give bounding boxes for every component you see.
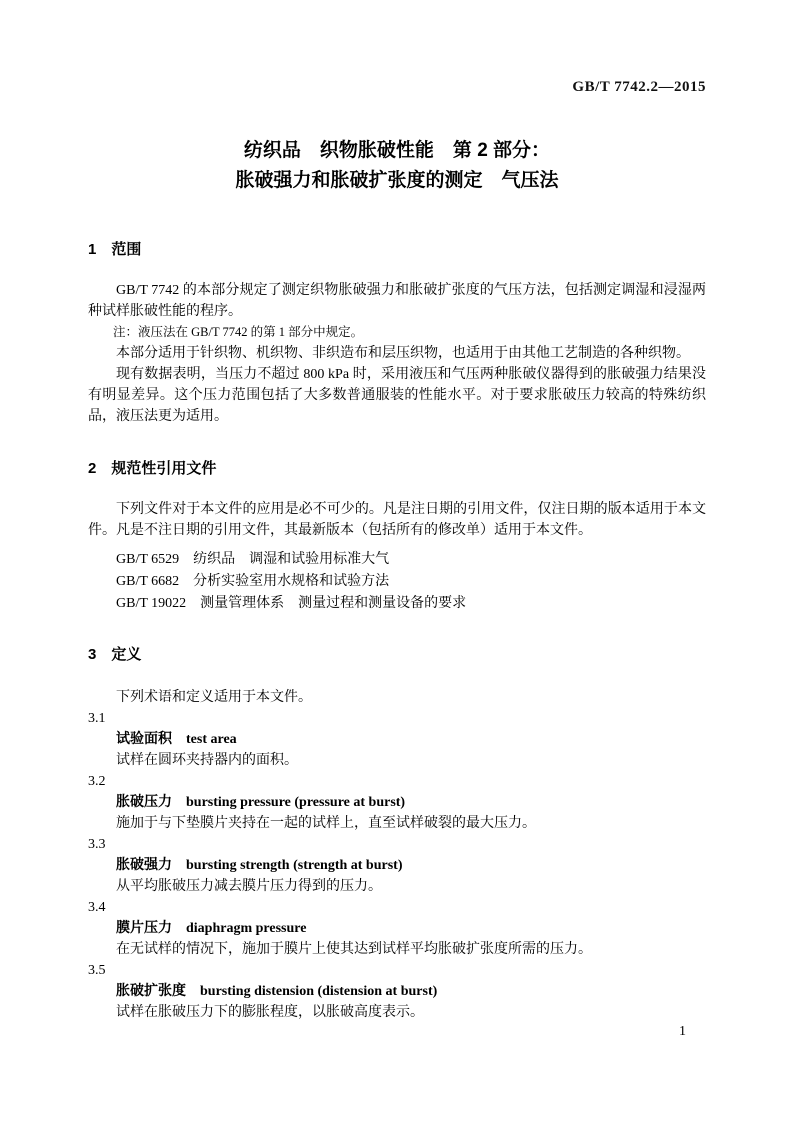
term-number: 3.3 — [88, 837, 106, 852]
term-name: 胀破压力 bursting pressure (pressure at burst) — [116, 795, 406, 810]
term-number: 3.1 — [88, 711, 106, 726]
doc-header — [88, 78, 706, 96]
term-block-3-4 — [88, 897, 706, 960]
reference-item-1: GB/T 6529 纺织品 调湿和试验用标准大气 — [116, 552, 390, 567]
page-number: 1 — [679, 1024, 686, 1039]
term-definition: 试样在圆环夹持器内的面积。 — [116, 753, 298, 768]
term-name: 胀破强力 bursting strength (strength at burst) — [116, 858, 403, 873]
definitions-intro: 下列术语和定义适用于本文件。 — [116, 690, 312, 705]
term-block-3-1 — [88, 708, 706, 771]
term-block-3-3 — [88, 834, 706, 897]
term-name: 试验面积 test area — [116, 732, 237, 747]
reference-item-3: GB/T 19022 测量管理体系 测量过程和测量设备的要求 — [116, 596, 467, 611]
scope-note: 注：液压法在 GB/T 7742 的第 1 部分中规定。 — [113, 325, 364, 339]
term-definition: 在无试样的情况下，施加于膜片上使其达到试样平均胀破扩张度所需的压力。 — [116, 942, 592, 957]
document-title — [88, 136, 706, 196]
term-definition: 试样在胀破压力下的膨胀程度，以胀破高度表示。 — [116, 1005, 424, 1020]
term-name: 胀破扩张度 bursting distension (distension at burst) — [116, 984, 438, 999]
term-block-3-2 — [88, 771, 706, 834]
term-number: 3.2 — [88, 774, 106, 789]
reference-item-2: GB/T 6682 分析实验室用水规格和试验方法 — [116, 574, 390, 589]
term-definition: 从平均胀破压力减去膜片压力得到的压力。 — [116, 879, 382, 894]
title-line-2: 胀破强力和胀破扩张度的测定 气压法 — [235, 170, 559, 191]
section-3-heading: 3 定义 — [88, 646, 142, 663]
section-scope — [88, 240, 706, 427]
scope-paragraph-3: 现有数据表明，当压力不超过 800 kPa 时，采用液压和气压两种胀破仪器得到的胀破强力结果没有明显差异。这个压力范围包括了大多数普通服装的性能水平。对于要求胀破压力较高的特殊纺织品，液压法更为适用。 — [88, 367, 706, 424]
term-number: 3.5 — [88, 963, 106, 978]
section-1-heading: 1 范围 — [88, 241, 142, 258]
term-name: 膜片压力 diaphragm pressure — [116, 921, 307, 936]
scope-paragraph-2: 本部分适用于针织物、机织物、非织造布和层压织物，也适用于由其他工艺制造的各种织物。 — [116, 346, 690, 361]
term-block-3-5 — [88, 960, 706, 1023]
title-line-1: 纺织品 织物胀破性能 第 2 部分： — [243, 140, 551, 161]
section-2-heading: 2 规范性引用文件 — [88, 460, 217, 477]
section-definitions — [88, 645, 706, 1023]
references-intro-paragraph: 下列文件对于本文件的应用是必不可少的。凡是注日期的引用文件，仅注日期的版本适用于本文件。凡是不注日期的引用文件，其最新版本（包括所有的修改单）适用于本文件。 — [88, 502, 706, 538]
standard-number: GB/T 7742.2—2015 — [572, 79, 706, 95]
term-number: 3.4 — [88, 900, 106, 915]
term-definition: 施加于与下垫膜片夹持在一起的试样上，直至试样破裂的最大压力。 — [116, 816, 536, 831]
scope-paragraph-1: GB/T 7742 的本部分规定了测定织物胀破强力和胀破扩张度的气压方法，包括测定调湿和浸湿两种试样胀破性能的程序。 — [88, 283, 706, 319]
reference-list — [88, 549, 706, 615]
section-normative-references — [88, 459, 706, 615]
